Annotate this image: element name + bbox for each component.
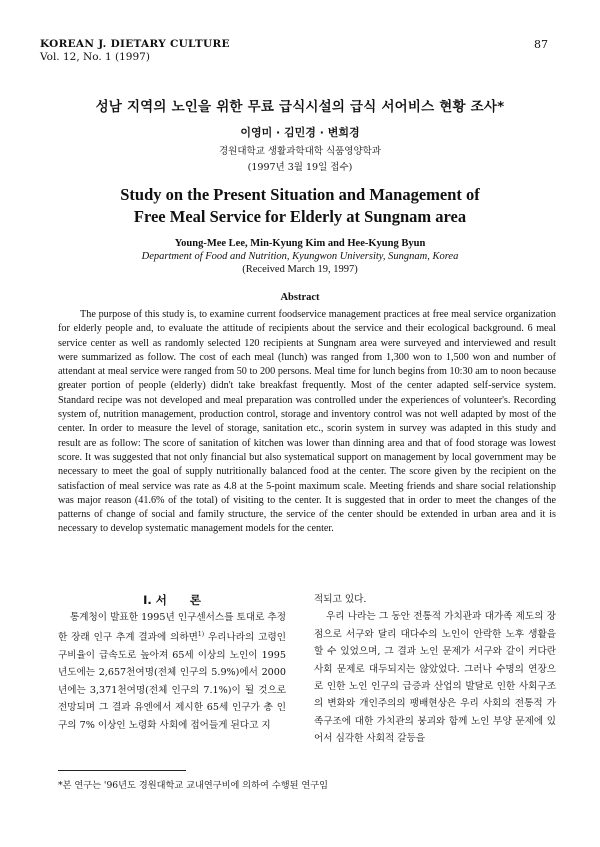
body-column-right [314,591,556,748]
journal-name: KOREAN J. DIETARY CULTURE [40,38,230,50]
left-paragraph [58,609,286,734]
footnote: *본 연구는 '96년도 경원대학교 교내연구비에 의하여 수행된 연구임 [58,780,329,791]
reference-marker: 1) [197,631,205,639]
journal-volume: Vol. 12, No. 1 (1997) [40,51,150,63]
body-column-left [58,609,286,734]
right-paragraph-1: 적되고 있다. [314,594,367,605]
left-paragraph-part-a: 통계청이 발표한 1995년 인구센서스를 토대로 추정한 장래 인구 추계 결과에 의하면 [58,612,286,644]
english-title-line-1: Study on the Present Situation and Management of [120,185,480,204]
korean-received-date: (1997년 3월 19일 접수) [247,162,353,173]
english-affiliation: Department of Food and Nutrition, Kyungwon University, Sungnam, Korea [141,251,459,262]
korean-affiliation: 경원대학교 생활과학대학 식품영양학과 [218,146,382,157]
korean-authors: 이영미 · 김민경 · 변희경 [240,126,360,139]
section-heading-introduction: I. 서 론 [143,593,201,607]
page-number: 87 [534,38,548,51]
abstract-heading: Abstract [280,292,320,303]
left-paragraph-part-b: 우리나라의 고령인구비율이 급속도로 높아져 65세 이상의 노인이 1995년도에는 2,657천여명(전체 인구의 5.9%)에서 2000년에는 3,371천여명(전체 인구의 7.1%)이 될 것으로 전망되며 그 결과 유엔에서 제시한 65세 인구가 총 인구의 7% 이상인 노령화 사회에 접어들게 된다고 지 [58,632,286,731]
right-paragraph-2: 우리 나라는 그 동안 전통적 가치관과 대가족 제도의 장점으로 서구와 달리 대다수의 노인이 안락한 노후 생활을 할 수 있었으며, 그 결과 노인 문제가 서구와 같이 커다란 사회 문제로 대두되지는 않았었다. 그러나 수명의 연장으로 인한 노인 인구의 급증과 산업의 발달로 인한 사회구조의 변화와 개인주의의 팽배현상은 우리 사회의 전통적 가족구조에 대한 가치관의 붕괴와 함께 노인 부양 문제에 있어서 심각한 사회적 갈등을 [314,611,556,745]
english-title [0,184,600,228]
english-received-date: (Received March 19, 1997) [242,264,358,275]
footnote-divider [58,770,186,771]
english-title-line-2: Free Meal Service for Elderly at Sungnam area [133,207,467,226]
korean-title: 성남 지역의 노인을 위한 무료 급식시설의 급식 서어비스 현황 조사* [95,99,505,115]
abstract-text: The purpose of this study is, to examine current foodservice management practices at free meal service organization for elderly people and, to evaluate the attitude of recipients about the service and their ecological background. 6 meal service center as well as randomly selected 120 recipients at Sungnam area were surveyed and interviewed and result were summarized as follow. The cost of each meal (lunch) was ranged from 1,300 won to 1,500 won and number of attendant at meal service were ranged from 50 to 200 persons. Meal time for lunch begins from 10:30 am to noon because greater portion of people (elderly) didn't take breakfast frequently. Most of the center adapted self-service system. Standard recipe was not developed and meal preparation was controlled under the experiences of volunteer's. Recording system of, nutrition management, production control, storage and inventory control was not well adapted by most of the center. In order to measure the level of storage, sanitation etc., scorin system in survey was adapted in this study and result are as follow: The score of sanitation of kitchen was lower than dinning area and that of food storage was lowest score. It was suggested that not only financial but also systematical support on management by local government may be necessary to meet the goal of supply nutritionally balanced food at the center. The score given by the recipient on the satisfaction of meal service was rate as 4.8 at the 5-point maximum scale. Meeting friends and share social relationship was major reason (41.6% of the total) of visiting to the center. It is suggested that in order to meet the changes of the patterns of change of social and family structure, the service of the center should be extended in urban area and it is necessary to develop systematic management models for the center. [58,309,556,535]
journal-header [40,38,230,64]
english-authors: Young-Mee Lee, Min-Kyung Kim and Hee-Kyung Byun [174,238,426,249]
